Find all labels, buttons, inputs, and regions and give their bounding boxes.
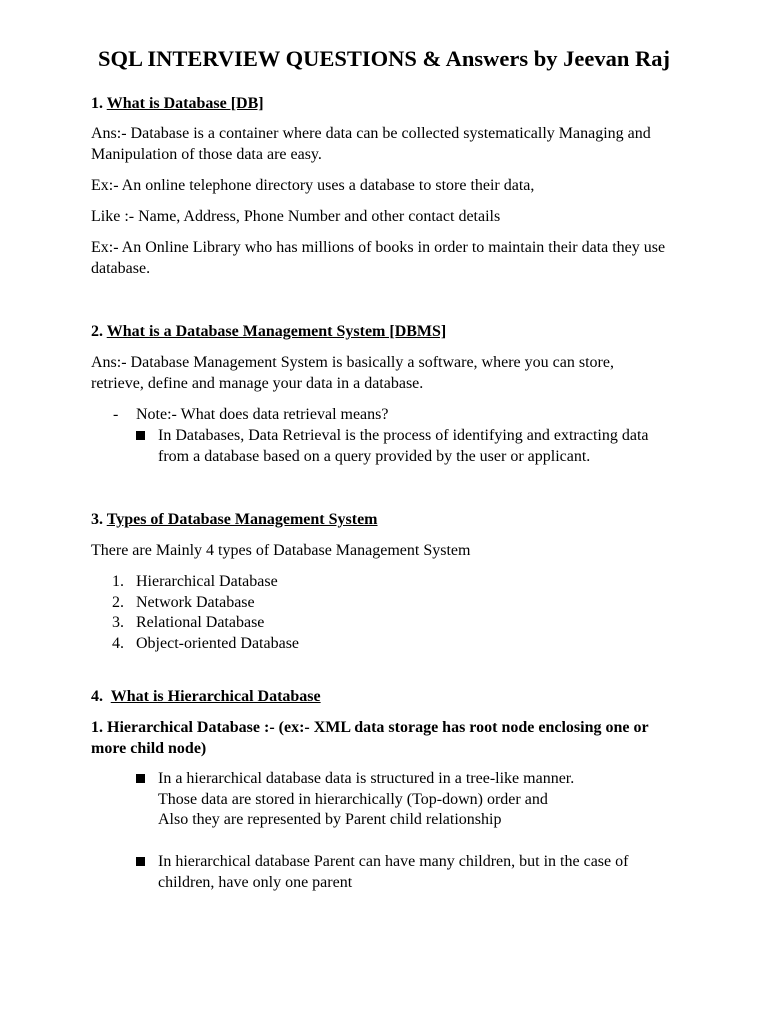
question-1-heading bbox=[91, 94, 264, 114]
question-2-heading bbox=[91, 322, 446, 342]
answer-2-line-1: Ans:- Database Management System is basically a software, where you can store, bbox=[91, 354, 614, 371]
question-title: Types of Database Management System bbox=[106, 511, 378, 528]
dash-bullet: - bbox=[113, 406, 119, 423]
list-item: Object-oriented Database bbox=[136, 635, 300, 652]
question-number: 1. bbox=[91, 95, 103, 112]
question-number: 4. bbox=[91, 688, 103, 705]
list-number: 3. bbox=[112, 614, 124, 631]
question-4-heading bbox=[91, 687, 321, 707]
subheading-line-2: more child node) bbox=[91, 740, 207, 757]
bullet-1-line-3: Also they are represented by Parent child relationship bbox=[158, 811, 502, 828]
answer-1-line-2: Manipulation of those data are easy. bbox=[91, 146, 322, 163]
note-bullet-line-1: In Databases, Data Retrieval is the process of identifying and extracting data bbox=[158, 427, 649, 444]
question-number: 2. bbox=[91, 323, 103, 340]
square-bullet-icon bbox=[136, 857, 145, 866]
note-bullet-line-2: from a database based on a query provided by the user or applicant. bbox=[158, 448, 591, 465]
bullet-1-line-2: Those data are stored in hierarchically (Top-down) order and bbox=[158, 791, 548, 808]
answer-1-line-1: Ans:- Database is a container where data can be collected systematically Managing and bbox=[91, 125, 651, 142]
list-item: Hierarchical Database bbox=[136, 573, 278, 590]
square-bullet-icon bbox=[136, 431, 145, 440]
question-3-heading bbox=[91, 510, 378, 530]
list-number: 4. bbox=[112, 635, 124, 652]
square-bullet-icon bbox=[136, 774, 145, 783]
note-line: Note:- What does data retrieval means? bbox=[136, 406, 389, 423]
example-1: Ex:- An online telephone directory uses a database to store their data, bbox=[91, 177, 535, 194]
types-intro: There are Mainly 4 types of Database Management System bbox=[91, 542, 471, 559]
bullet-2-line-1: In hierarchical database Parent can have many children, but in the case of bbox=[158, 853, 629, 870]
list-item: Network Database bbox=[136, 594, 255, 611]
like-line: Like :- Name, Address, Phone Number and other contact details bbox=[91, 208, 501, 225]
question-title: What is Hierarchical Database bbox=[110, 688, 321, 705]
list-item: Relational Database bbox=[136, 614, 265, 631]
subheading-line-1: 1. Hierarchical Database :- (ex:- XML data storage has root node enclosing one or bbox=[91, 719, 649, 736]
question-number: 3. bbox=[91, 511, 103, 528]
bullet-1-line-1: In a hierarchical database data is structured in a tree-like manner. bbox=[158, 770, 575, 787]
list-number: 2. bbox=[112, 594, 124, 611]
example-2-line-1: Ex:- An Online Library who has millions of books in order to maintain their data they use bbox=[91, 239, 666, 256]
example-2-line-2: database. bbox=[91, 260, 151, 277]
document-title: SQL INTERVIEW QUESTIONS & Answers by Jeevan Raj bbox=[97, 46, 671, 71]
list-number: 1. bbox=[112, 573, 124, 590]
bullet-2-line-2: children, have only one parent bbox=[158, 874, 353, 891]
question-title: What is a Database Management System [DBMS] bbox=[106, 323, 447, 340]
answer-2-line-2: retrieve, define and manage your data in a database. bbox=[91, 375, 424, 392]
question-title: What is Database [DB] bbox=[106, 95, 264, 112]
